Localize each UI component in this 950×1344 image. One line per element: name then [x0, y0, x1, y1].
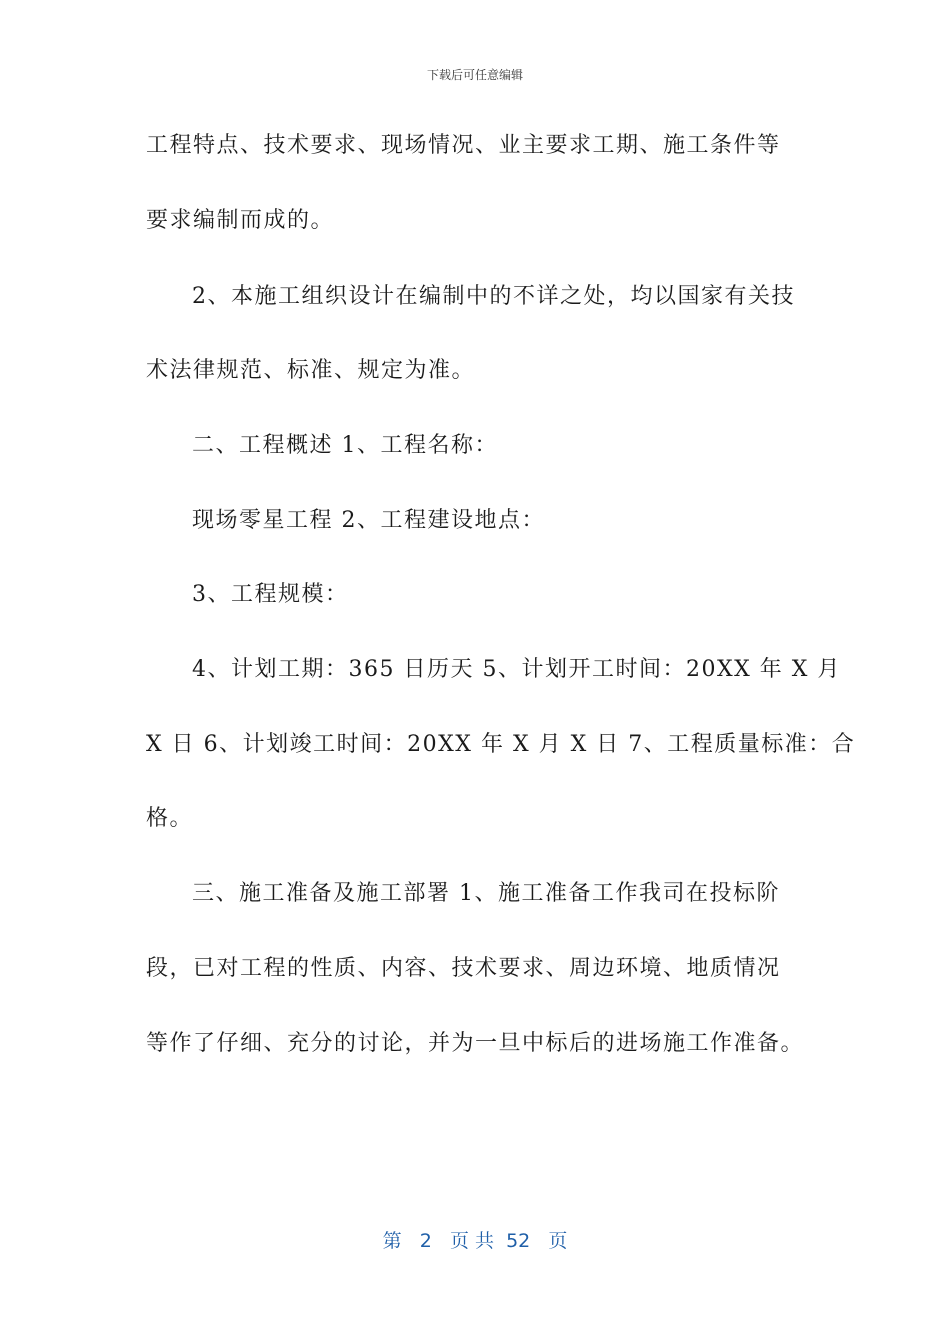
paragraph-line: 格。 [146, 806, 194, 831]
paragraph-line: 等作了仔细、充分的讨论，并为一旦中标后的进场施工作准备。 [146, 1031, 805, 1056]
paragraph-line: 2、本施工组织设计在编制中的不详之处，均以国家有关技 [192, 284, 795, 309]
paragraph-line: 4、计划工期：365 日历天 5、计划开工时间：20XX 年 X 月 [192, 657, 841, 682]
paragraph-line: 术法律规范、标准、规定为准。 [146, 358, 476, 383]
footer-current-page: 2 [419, 1230, 432, 1252]
page-footer [0, 1226, 950, 1253]
page-header: 下载后可任意编辑 [426, 68, 523, 82]
footer-total-pages: 52 [506, 1230, 531, 1252]
paragraph-line: 工程特点、技术要求、现场情况、业主要求工期、施工条件等 [146, 133, 781, 158]
paragraph-line: 现场零星工程 2、工程建设地点： [192, 508, 545, 533]
footer-prefix: 第 [382, 1230, 402, 1252]
paragraph-line: 段，已对工程的性质、内容、技术要求、周边环境、地质情况 [146, 956, 781, 981]
footer-middle: 页 共 [449, 1230, 494, 1252]
paragraph-line: 3、工程规模： [192, 582, 349, 607]
paragraph-line: X 日 6、计划竣工时间：20XX 年 X 月 X 日 7、工程质量标准：合 [146, 732, 856, 757]
section-heading-line: 三、施工准备及施工部署 1、施工准备工作我司在投标阶 [192, 881, 780, 906]
paragraph-line: 要求编制而成的。 [146, 208, 335, 233]
section-heading-line: 二、工程概述 1、工程名称： [192, 433, 498, 458]
footer-suffix: 页 [548, 1230, 568, 1252]
